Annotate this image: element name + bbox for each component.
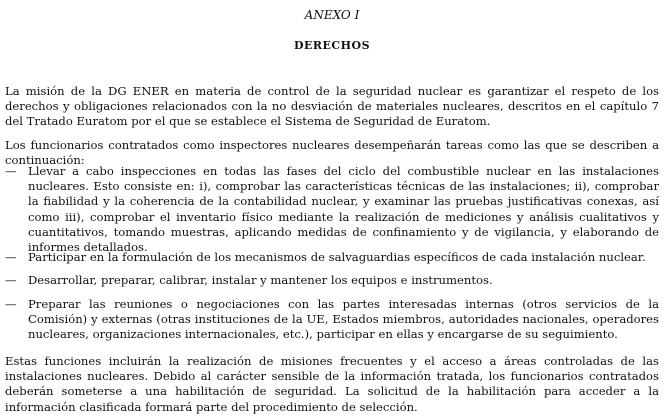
dash-marker: —: [5, 250, 17, 264]
task-item: [5, 273, 659, 288]
dash-marker: —: [5, 297, 17, 311]
task-text: Desarrollar, preparar, calibrar, instalar y mantener los equipos e instrumentos.: [28, 273, 493, 287]
task-item: [5, 164, 659, 255]
task-text: Preparar las reuniones o negociaciones con las partes interesadas internas (otros servicios de la Comisión) y externas (otras instituciones de la UE, Estados miembros, autoridades nacionales, operadores nucleares, organizaciones internacionales, etc.), participar en ellas y encargarse de su seguimiento.: [28, 297, 659, 342]
annex-title: ANEXO I: [304, 8, 360, 22]
task-text: Llevar a cabo inspecciones en todas las fases del ciclo del combustible nuclear en las instalaciones nucleares. Esto consiste en: i), comprobar las características técnicas de las instalaciones; ii), comprobar la fiabilidad y la coherencia de la contabilidad nuclear, y examinar las pruebas justificativas conexas, así como iii), comprobar el inventario físico mediante la realización de mediciones y análisis cualitativos y cuantitativos, tomando muestras, aplicando medidas de confinamiento y de vigilancia, y elaborando de informes detallados.: [28, 164, 659, 255]
intro-paragraph: La misión de la DG ENER en materia de control de la seguridad nuclear es garantizar el respeto de los derechos y obligaciones relacionados con la no desviación de materiales nucleares, descritos en el capítulo 7 del Tratado Euratom por el que se establece el Sistema de Seguridad de Euratom.: [5, 84, 659, 129]
closing-paragraph: Estas funciones incluirán la realización de misiones frecuentes y el acceso a áreas controladas de las instalaciones nucleares. Debido al carácter sensible de la información tratada, los funcionarios contratados deberán someterse a una habilitación de seguridad. La solicitud de la habilitación para acceder a la información clasificada formará parte del procedimiento de selección.: [5, 354, 659, 414]
task-item: [5, 297, 659, 343]
section-heading: DERECHOS: [293, 39, 371, 52]
dash-marker: —: [5, 164, 17, 178]
tasks-intro-paragraph: Los funcionarios contratados como inspectores nucleares desempeñarán tareas como las que se describen a continuación:: [5, 138, 659, 168]
task-item: [5, 250, 659, 265]
task-text: Participar en la formulación de los mecanismos de salvaguardias específicos de cada instalación nuclear.: [28, 250, 646, 264]
dash-marker: —: [5, 273, 17, 287]
